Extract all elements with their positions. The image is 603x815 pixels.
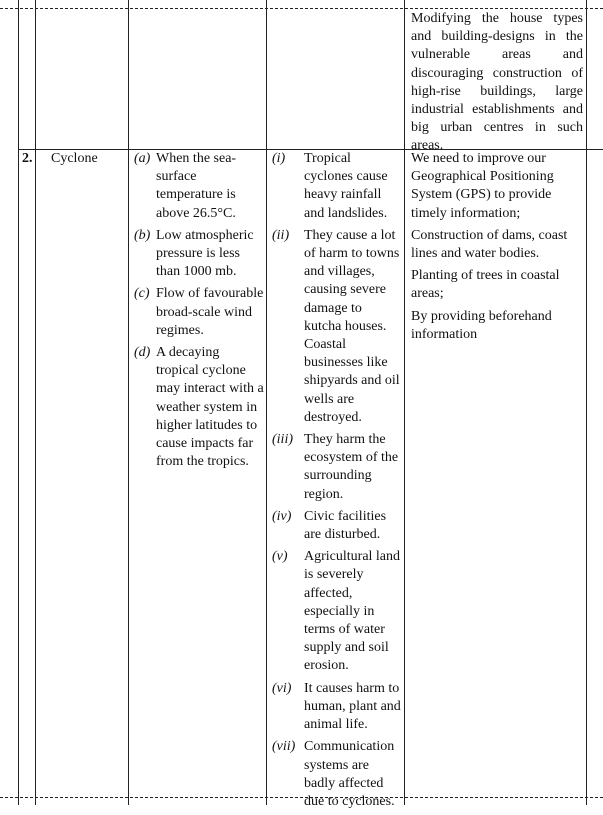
- effect-text: They cause a lot of harm to towns and villages, causing severe damage to kutcha houses. Coastal businesses like shipyards and oil wells are destroyed.: [304, 227, 400, 425]
- effect-item: [272, 738, 402, 811]
- measures-text: Modifying the house types and building-designs in the vulnerable areas and discouraging construction of high-rise buildings, large industrial establishments and big urban centres in such areas.: [411, 11, 583, 154]
- cause-text: When the sea-surface temperature is above 26.5°C.: [156, 151, 237, 221]
- cause-item: [134, 227, 264, 282]
- cause-text: Flow of favourable broad-scale wind regimes.: [156, 286, 264, 338]
- effect-text: It causes harm to human, plant and animal life.: [304, 680, 401, 733]
- column-rule: [18, 0, 19, 805]
- effects-cell: [272, 150, 402, 815]
- cause-text: Low atmospheric pressure is less than 1000 mb.: [156, 227, 254, 280]
- effect-item: [272, 508, 402, 544]
- cause-text: A decaying tropical cyclone may interact with a weather system in higher latitudes to cause impacts far from the tropics.: [156, 345, 264, 470]
- effect-item: [272, 150, 402, 223]
- column-rule: [35, 0, 36, 805]
- effect-label: (vii): [272, 739, 296, 755]
- causes-cell: [134, 150, 264, 475]
- effect-item: [272, 431, 402, 504]
- column-rule: [404, 0, 405, 805]
- effect-text: Agricultural land is severely affected, especially in terms of water supply and soil erosion.: [304, 549, 401, 674]
- cause-item: [134, 150, 264, 223]
- effect-item: [272, 680, 402, 735]
- effect-text: Communication systems are badly affected due to cyclones.: [304, 739, 395, 809]
- column-rule: [128, 0, 129, 805]
- row-number: 2.: [22, 151, 33, 166]
- cause-label: (d): [134, 345, 151, 361]
- top-dashed-border: [0, 8, 603, 9]
- effect-label: (iv): [272, 508, 292, 524]
- measure-text: We need to improve our Geographical Positioning System (GPS) to provide timely information;: [411, 151, 554, 221]
- measure-text: Construction of dams, coast lines and water bodies.: [411, 227, 568, 262]
- effect-text: Tropical cyclones cause heavy rainfall and landslides.: [304, 151, 388, 221]
- cause-item: [134, 344, 264, 471]
- effect-label: (vi): [272, 680, 292, 696]
- effect-item: [272, 548, 402, 675]
- effect-label: (i): [272, 151, 286, 166]
- effect-text: Civic facilities are disturbed.: [304, 508, 387, 543]
- effect-label: (iii): [272, 432, 293, 448]
- measure-text: By providing beforehand information: [411, 308, 552, 342]
- cause-label: (c): [134, 286, 150, 302]
- effect-label: (ii): [272, 227, 290, 243]
- measures-cell-continued: [411, 10, 583, 156]
- effect-label: (v): [272, 549, 288, 565]
- cause-item: [134, 285, 264, 340]
- effect-text: They harm the ecosystem of the surrounding region.: [304, 432, 399, 502]
- column-rule: [266, 0, 267, 805]
- effect-item: [272, 227, 402, 427]
- measure-text: Planting of trees in coastal areas;: [411, 268, 560, 302]
- measures-cell: [411, 150, 583, 348]
- cause-label: (a): [134, 151, 151, 166]
- cause-label: (b): [134, 227, 151, 243]
- column-rule: [586, 0, 587, 805]
- hazard-name: Cyclone: [51, 151, 98, 166]
